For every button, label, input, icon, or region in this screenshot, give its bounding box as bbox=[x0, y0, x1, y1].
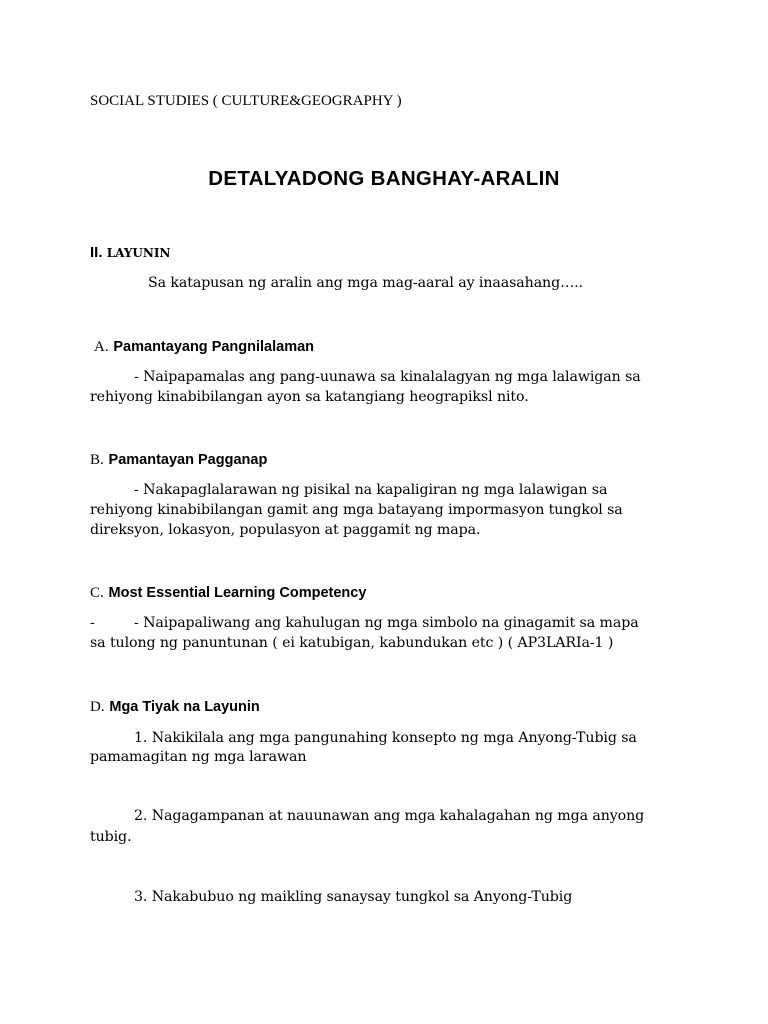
subsection-a-heading bbox=[94, 337, 314, 356]
subsection-b-heading bbox=[90, 450, 267, 469]
section-label: LAYUNIN bbox=[106, 246, 171, 260]
section-number: II. bbox=[90, 244, 103, 261]
subsection-b-line-2: rehiyong kinabibilangan gamit ang mga batayang impormasyon tungkol sa bbox=[90, 502, 623, 518]
subsection-d-letter: D. bbox=[90, 699, 105, 715]
document-title: DETALYADONG BANGHAY-ARALIN bbox=[208, 167, 560, 190]
objective-1-line-2: pamamagitan ng mga larawan bbox=[90, 749, 307, 765]
subject-heading: SOCIAL STUDIES ( CULTURE&GEOGRAPHY ) bbox=[90, 93, 402, 109]
subsection-d-heading bbox=[90, 697, 260, 716]
subsection-b-line-3: direksyon, lokasyon, populasyon at paggamit ng mapa. bbox=[90, 522, 481, 538]
subsection-c-heading bbox=[90, 583, 366, 602]
subsection-b-title: Pamantayan Pagganap bbox=[108, 452, 268, 468]
subsection-b-letter: B. bbox=[90, 452, 104, 468]
section-intro: Sa katapusan ng aralin ang mga mag-aaral ay inaasahang….. bbox=[148, 275, 583, 291]
subsection-c-letter: C. bbox=[90, 585, 104, 601]
subsection-a-line-1: - Naipapamalas ang pang-uunawa sa kinalalagyan ng mga lalawigan sa bbox=[134, 369, 641, 385]
subsection-a-line-2: rehiyong kinabibilangan ayon sa katangiang heograpiksl nito. bbox=[90, 389, 529, 405]
objective-2-line-1: 2. Nagagampanan at nauunawan ang mga kahalagahan ng mga anyong bbox=[134, 808, 645, 824]
subsection-a-title: Pamantayang Pangnilalaman bbox=[113, 339, 315, 355]
subsection-c-bullet: - bbox=[90, 615, 95, 631]
subsection-a-letter: A. bbox=[94, 339, 109, 355]
section-heading bbox=[90, 244, 170, 261]
subsection-c-title: Most Essential Learning Competency bbox=[108, 585, 367, 601]
objective-3-line-1: 3. Nakabubuo ng maikling sanaysay tungkol sa Anyong-Tubig bbox=[134, 889, 573, 905]
subsection-c-line-1: - Naipapaliwang ang kahulugan ng mga simbolo na ginagamit sa mapa bbox=[134, 615, 639, 631]
objective-1-line-1: 1. Nakikilala ang mga pangunahing konsepto ng mga Anyong-Tubig sa bbox=[134, 730, 637, 746]
objective-2-line-2: tubig. bbox=[90, 829, 132, 845]
subsection-b-line-1: - Nakapaglalarawan ng pisikal na kapaligiran ng mga lalawigan sa bbox=[134, 482, 608, 498]
subsection-c-line-2: sa tulong ng panuntunan ( ei katubigan, kabundukan etc ) ( AP3LARIa-1 ) bbox=[90, 635, 614, 651]
subsection-d-title: Mga Tiyak na Layunin bbox=[109, 699, 260, 715]
